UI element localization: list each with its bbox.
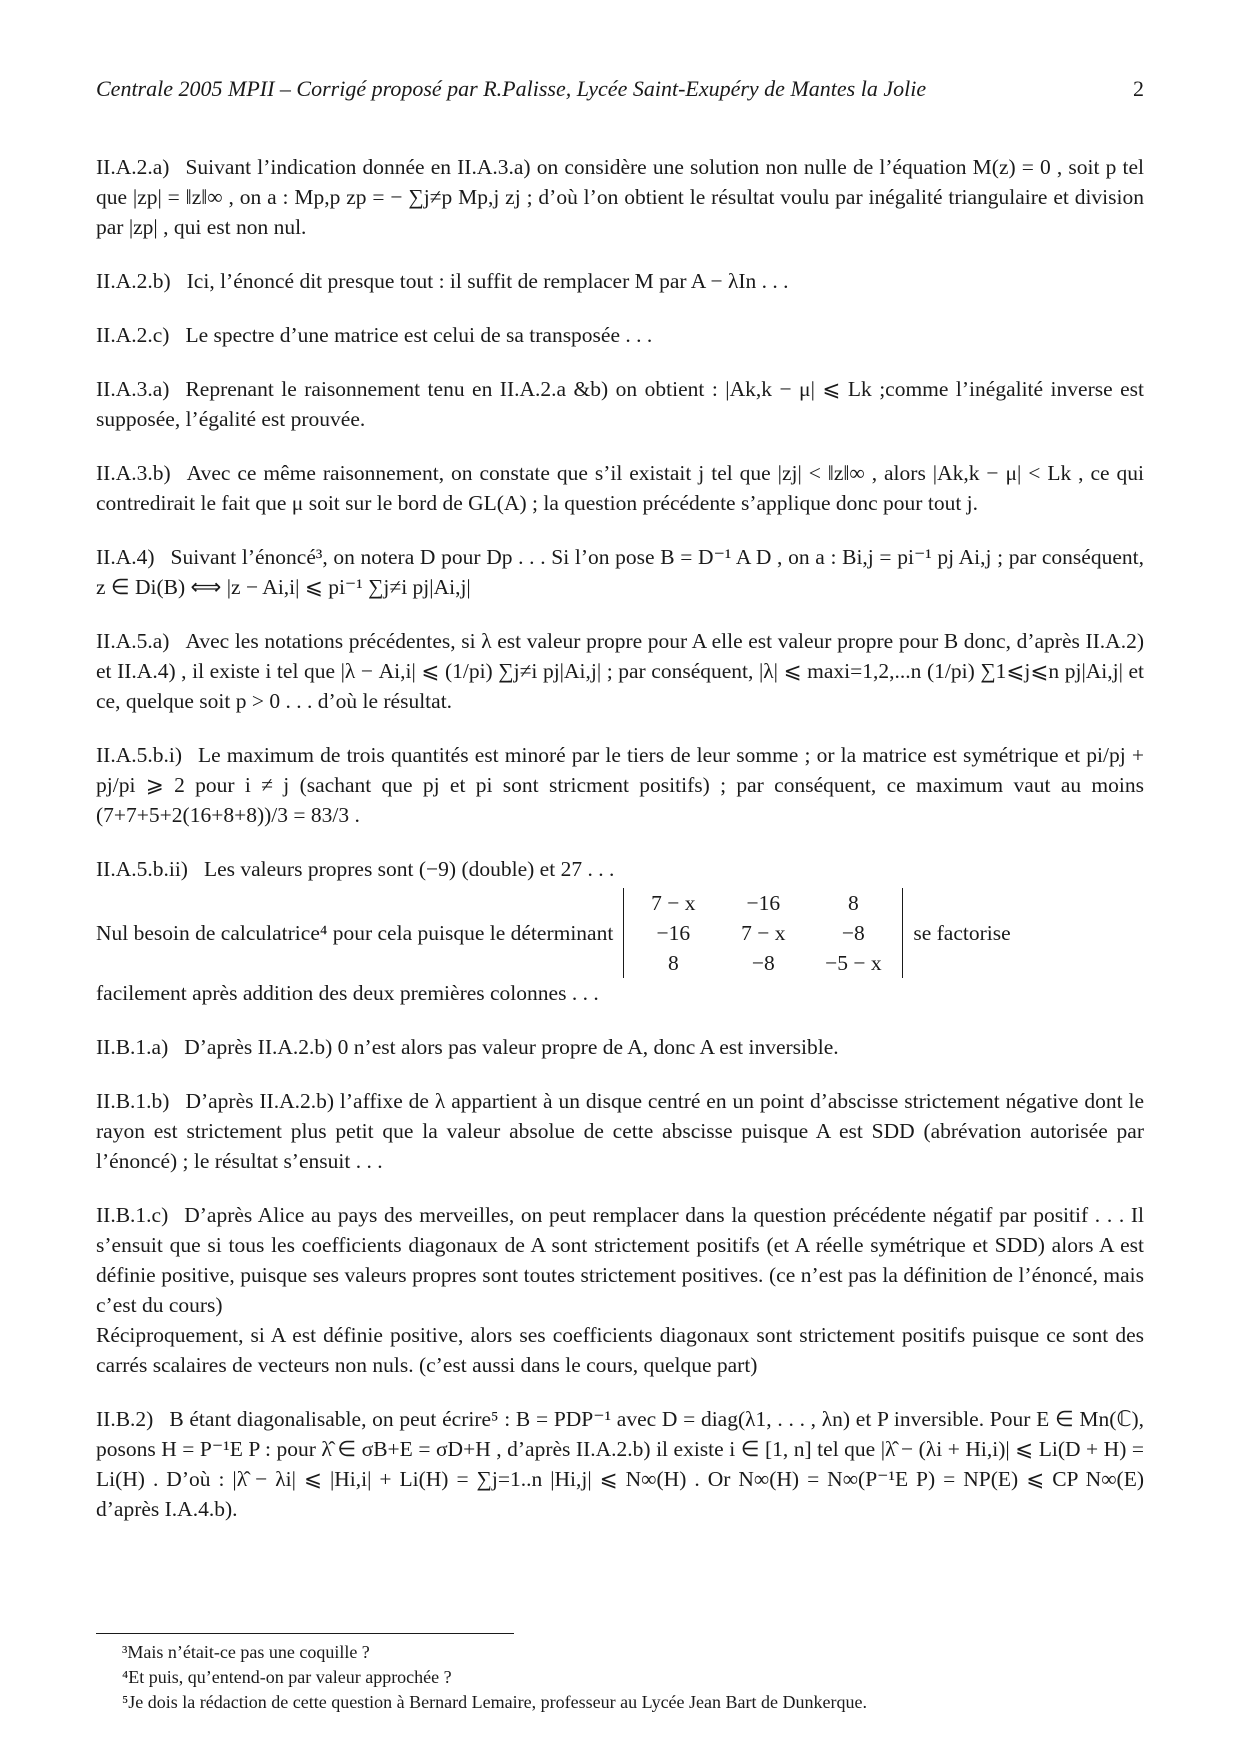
paragraph-II-A-4 [96,542,1144,602]
question-label: II.A.5.b.ii) [96,857,188,881]
paragraph-II-A-2-b [96,266,1144,296]
paragraph-text: Reprenant le raisonnement tenu en II.A.2.a &b) on obtient : |Ak,k − μ| ⩽ Lk ;comme l’inégalité inverse est supposée, l’égalité est prouvée. [96,377,1144,431]
matrix-cell: −16 [656,921,691,945]
paragraph-II-A-3-a [96,374,1144,434]
running-header [96,76,1144,106]
footnotes [122,1640,867,1715]
question-label: II.A.2.c) [96,323,170,347]
footnote-5: ⁵Je dois la rédaction de cette question à Bernard Lemaire, professeur au Lycée Jean Bart de Dunkerque. [122,1692,867,1712]
matrix-cell: −16 [746,891,781,915]
paragraph-II-B-1-b [96,1086,1144,1176]
question-label: II.A.2.b) [96,269,171,293]
paragraph-II-A-3-b [96,458,1144,518]
paragraph-II-A-5-b-i [96,740,1144,830]
question-label: II.B.1.a) [96,1035,169,1059]
question-label: II.B.1.b) [96,1089,170,1113]
question-label: II.A.3.b) [96,461,171,485]
paragraph-II-A-5-b-ii [96,854,1144,884]
matrix-cell: 8 [847,891,859,915]
page-number: 2 [1133,76,1144,101]
question-label: II.B.1.c) [96,1203,169,1227]
matrix-cell: −5 − x [825,951,882,975]
paragraph-text: Réciproquement, si A est définie positive, alors ses coefficients diagonaux sont strictement positifs puisque ce sont des carrés scalaires de vecteurs non nuls. (c’est aussi dans le cours, quelque part) [96,1323,1144,1377]
question-label: II.A.5.b.i) [96,743,182,767]
paragraph-text: Suivant l’indication donnée en II.A.3.a) on considère une solution non nulle de l’équation M(z) = 0 , soit p tel que |zp| = ‖z‖∞ , on a : Mp,p zp = − ∑j≠p Mp,j zj ; d’où l’on obtient le résultat voulu par inégalité triangulaire et division par |zp| , qui est non nul. [96,155,1144,239]
paragraph-II-B-1-c [96,1200,1144,1320]
paragraph-II-B-1-c-reciprocal [96,1320,1144,1380]
footnote-3: ³Mais n’était-ce pas une coquille ? [122,1642,370,1662]
determinant-lead-text: Nul besoin de calculatrice⁴ pour cela puisque le déterminant [96,921,614,945]
paragraph-text: D’après Alice au pays des merveilles, on peut remplacer dans la question précédente négatif par positif . . . Il s’ensuit que si tous les coefficients diagonaux de A sont strictement positifs (et A réelle symétrique et SDD) alors A est définie positive, puisque ses valeurs propres sont toutes strictement positives. (ce n’est pas la définition de l’énoncé, mais c’est du cours) [96,1203,1144,1317]
paragraph-text: Le spectre d’une matrice est celui de sa transposée . . . [185,323,653,347]
paragraph-II-B-2 [96,1404,1144,1524]
question-label: II.A.2.a) [96,155,170,179]
paragraph-II-A-5-a [96,626,1144,716]
question-label: II.A.5.a) [96,629,170,653]
paragraph-text: Avec les notations précédentes, si λ est valeur propre pour A elle est valeur propre pour B donc, d’après II.A.2) et II.A.4) , il existe i tel que |λ − Ai,i| ⩽ (1/pi) ∑j≠i pj|Ai,j| ; par conséquent, |λ| ⩽ maxi=1,2,...n (1/pi) ∑1⩽j⩽n pj|Ai,j| et ce, quelque soit p > 0 . . . d’où le résultat. [96,629,1144,713]
paragraph-text: Avec ce même raisonnement, on constate que s’il existait j tel que |zj| < ‖z‖∞ , alors |Ak,k − μ| < Lk , ce qui contredirait le fait que μ soit sur le bord de GL(A) ; la question précédente s’applique donc pour tout j. [96,461,1144,515]
paragraph-text: D’après II.A.2.b) l’affixe de λ appartient à un disque centré en un point d’abscisse strictement négative dont le rayon est strictement plus petit que la valeur absolue de cette abscisse puisque A est SDD (abrévation autorisée par l’énoncé) ; le résultat s’ensuit . . . [96,1089,1144,1173]
paragraph-II-A-2-c [96,320,1144,350]
paragraph-text: B étant diagonalisable, on peut écrire⁵ : B = PDP⁻¹ avec D = diag(λ1, . . . , λn) et P inversible. Pour E ∈ Mn(ℂ), posons H = P⁻¹E P : pour λ̂ ∈ σB+E = σD+H , d’après II.A.2.b) il existe i ∈ [1, n] tel que |λ̂ − (λi + Hi,i)| ⩽ Li(D + H) = Li(H) . D’où : |λ̂ − λi| ⩽ |Hi,i| + Li(H) = ∑j=1..n |Hi,j| ⩽ N∞(H) . Or N∞(H) = N∞(P⁻¹E P) = NP(E) ⩽ CP N∞(E) d’après I.A.4.b). [96,1407,1144,1521]
matrix-cell: −8 [751,951,775,975]
matrix-cell: 8 [667,951,679,975]
question-label: II.B.2) [96,1407,154,1431]
paragraph-text: Suivant l’énoncé³, on notera D pour Dp . . . Si l’on pose B = D⁻¹ A D , on a : Bi,j = pi⁻¹ pj Ai,j ; par conséquent, z ∈ Di(B) ⟺ |z − Ai,i| ⩽ pi⁻¹ ∑j≠i pj|Ai,j| [96,545,1144,599]
question-label: II.A.4) [96,545,155,569]
matrix-cell: 7 − x [651,891,696,915]
matrix-cell: −8 [841,921,865,945]
matrix-cell: 7 − x [741,921,786,945]
determinant-matrix [623,888,903,978]
paragraph-II-B-1-a [96,1032,1144,1062]
paragraph-text: D’après II.A.2.b) 0 n’est alors pas valeur propre de A, donc A est inversible. [184,1035,839,1059]
determinant-trail-text: se factorise [913,921,1011,945]
footnote-4: ⁴Et puis, qu’entend-on par valeur approchée ? [122,1667,452,1687]
paragraph-II-A-2-a [96,152,1144,242]
header-title: Centrale 2005 MPII – Corrigé proposé par R.Palisse, Lycée Saint-Exupéry de Mantes la Jolie [96,76,927,101]
document-body [96,152,1144,1548]
paragraph-text: Les valeurs propres sont (−9) (double) et 27 . . . [203,857,615,881]
determinant-continuation: facilement après addition des deux premières colonnes . . . [96,981,599,1005]
question-label: II.A.3.a) [96,377,170,401]
paragraph-text: Ici, l’énoncé dit presque tout : il suffit de remplacer M par A − λIn . . . [186,269,789,293]
footnote-divider [96,1633,514,1634]
paragraph-text: Le maximum de trois quantités est minoré par le tiers de leur somme ; or la matrice est symétrique et pi/pj + pj/pi ⩾ 2 pour i ≠ j (sachant que pj et pi sont stricment positifs) ; par conséquent, ce maximum vaut au moins (7+7+5+2(16+8+8))/3 = 83/3 . [96,743,1144,827]
determinant-line [96,888,1144,978]
